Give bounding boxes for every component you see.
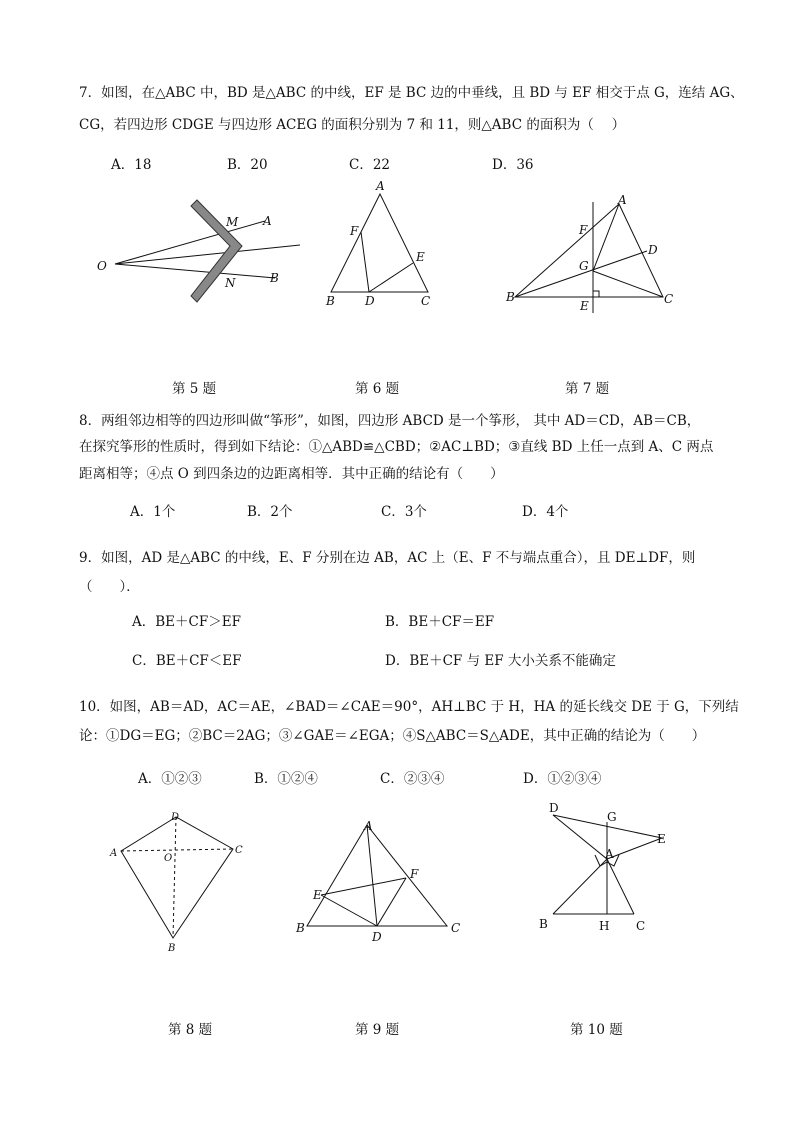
fig5-label-a: A bbox=[263, 214, 272, 228]
fig8-label-o: O bbox=[164, 853, 173, 864]
fig10-label-b: B bbox=[539, 917, 548, 931]
q7-line-2: CG，若四边形 CDGE 与四边形 ACEG 的面积分别为 7 和 11，则△ABC 的面积为（ ） bbox=[79, 117, 626, 133]
fig6-label-a: A bbox=[376, 179, 385, 193]
fig6-label-c: C bbox=[421, 294, 431, 308]
q9-line-2: （ ）． bbox=[79, 579, 140, 595]
q8-option-a: A．1个 bbox=[130, 504, 176, 520]
fig6-label-b: B bbox=[326, 294, 335, 308]
fig10-label-e: E bbox=[657, 832, 666, 846]
fig10-label-d: D bbox=[549, 801, 559, 815]
fig6-label-f: F bbox=[350, 224, 359, 238]
q7-option-d: D．36 bbox=[492, 157, 534, 173]
q10-option-d: D．①②③④ bbox=[523, 771, 602, 787]
fig9-label-d: D bbox=[372, 930, 382, 944]
fig7-label-f: F bbox=[579, 223, 588, 237]
figure-6 bbox=[320, 180, 440, 310]
q9-option-b: B．BE＋CF＝EF bbox=[385, 614, 495, 630]
fig6-label-d: D bbox=[365, 294, 375, 308]
figure-8 bbox=[105, 805, 265, 955]
fig8-label-a: A bbox=[110, 848, 118, 859]
caption-fig-10: 第 10 题 bbox=[570, 1022, 623, 1038]
figure-7 bbox=[500, 190, 690, 320]
fig7-label-g: G bbox=[579, 259, 589, 273]
q8-line-1: 8．两组邻边相等的四边形叫做“筝形”，如图，四边形 ABCD 是一个筝形， 其中 AD＝CD，AB＝CB， bbox=[79, 413, 701, 429]
fig8-label-b: B bbox=[168, 943, 176, 954]
figure-5 bbox=[90, 185, 310, 315]
q8-line-3: 距离相等；④点 O 到四条边的边距离相等．其中正确的结论有（ ） bbox=[79, 466, 504, 482]
q8-option-d: D．4个 bbox=[522, 504, 569, 520]
q9-option-a: A．BE＋CF＞EF bbox=[132, 614, 241, 630]
caption-fig-7: 第 7 题 bbox=[565, 381, 610, 397]
fig9-label-e: E bbox=[313, 888, 322, 902]
figure-9 bbox=[292, 812, 472, 942]
q10-line-1: 10．如图，AB＝AD，AC＝AE，∠BAD＝∠CAE＝90°，AH⊥BC 于 H，HA 的延长线交 DE 于 G，下列结 bbox=[79, 699, 739, 715]
caption-fig-6: 第 6 题 bbox=[355, 381, 400, 397]
q10-line-2: 论：①DG＝EG；②BC＝2AG；③∠GAE＝∠EGA；④S△ABC＝S△ADE，其中正确的结论为（ ） bbox=[79, 728, 706, 744]
fig5-label-b: B bbox=[270, 271, 279, 285]
fig7-label-c: C bbox=[664, 292, 674, 306]
fig5-label-n: N bbox=[225, 276, 236, 290]
caption-fig-5: 第 5 题 bbox=[172, 381, 217, 397]
fig7-label-d: D bbox=[648, 243, 658, 257]
fig9-label-a: A bbox=[364, 819, 373, 833]
q7-option-a: A．18 bbox=[111, 157, 152, 173]
fig10-label-a: A bbox=[605, 847, 614, 861]
q8-option-c: C．3个 bbox=[381, 504, 427, 520]
q7-option-c: C．22 bbox=[349, 157, 391, 173]
fig10-label-c: C bbox=[636, 919, 646, 933]
fig9-label-b: B bbox=[296, 921, 305, 935]
q7-line-1: 7．如图，在△ABC 中，BD 是△ABC 的中线，EF 是 BC 边的中垂线，且 BD 与 EF 相交于点 G，连结 AG、 bbox=[79, 85, 744, 101]
q9-option-d: D．BE＋CF 与 EF 大小关系不能确定 bbox=[385, 653, 616, 669]
fig5-label-m: M bbox=[226, 215, 239, 229]
caption-fig-8: 第 8 题 bbox=[168, 1022, 213, 1038]
q9-option-c: C．BE＋CF＜EF bbox=[132, 653, 242, 669]
fig7-label-b: B bbox=[506, 290, 515, 304]
q10-option-b: B．①②④ bbox=[254, 771, 318, 787]
figure-10 bbox=[535, 792, 695, 942]
fig9-label-f: F bbox=[410, 867, 419, 881]
fig8-label-d: D bbox=[171, 812, 180, 823]
q10-option-a: A．①②③ bbox=[138, 771, 202, 787]
fig6-label-e: E bbox=[416, 250, 425, 264]
caption-fig-9: 第 9 题 bbox=[355, 1022, 400, 1038]
q8-line-2: 在探究筝形的性质时，得到如下结论：①△ABD≌△CBD；②AC⊥BD；③直线 BD 上任一点到 A、C 两点 bbox=[79, 439, 714, 455]
q7-option-b: B．20 bbox=[227, 157, 268, 173]
fig8-label-c: C bbox=[235, 845, 243, 856]
fig5-label-o: O bbox=[97, 259, 107, 273]
q10-option-c: C．②③④ bbox=[380, 771, 445, 787]
fig10-label-g: G bbox=[607, 810, 617, 824]
fig10-label-h: H bbox=[599, 919, 610, 933]
fig7-label-e: E bbox=[580, 299, 589, 313]
fig7-label-a: A bbox=[618, 193, 627, 207]
fig9-label-c: C bbox=[451, 921, 461, 935]
q8-option-b: B．2个 bbox=[247, 504, 293, 520]
q9-line-1: 9．如图，AD 是△ABC 的中线，E、F 分别在边 AB，AC 上（E、F 不与端点重合），且 DE⊥DF，则 bbox=[79, 550, 696, 566]
